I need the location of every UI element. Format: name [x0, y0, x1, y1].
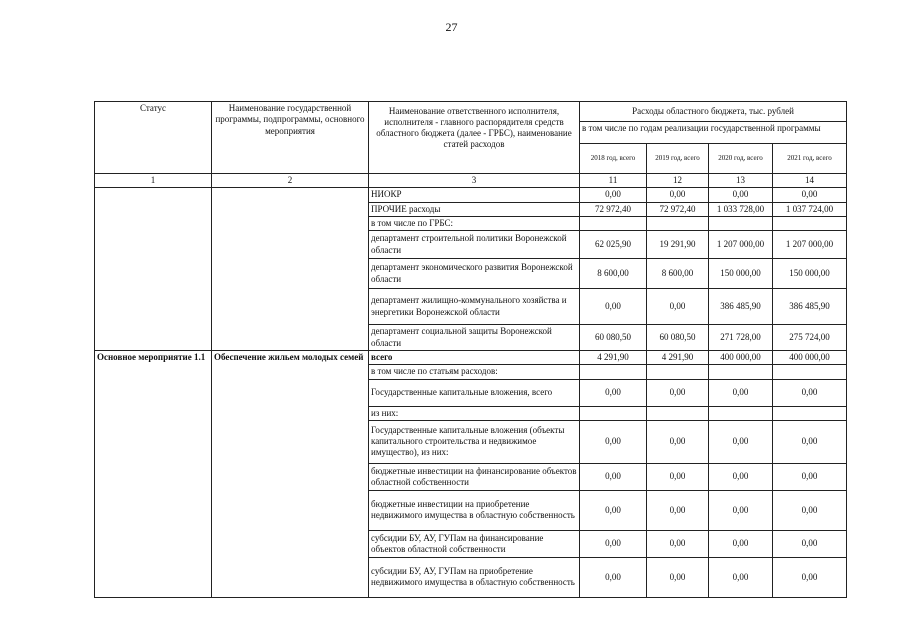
header-program: Наименование государственной программы, подпрограммы, основного мероприятия	[212, 102, 369, 174]
value-cell: 0,00	[773, 530, 847, 557]
value-cell: 60 080,50	[647, 325, 709, 351]
value-cell: 0,00	[580, 420, 647, 463]
value-cell: 150 000,00	[773, 259, 847, 289]
event-name: Обеспечение жильем молодых семей	[212, 351, 369, 598]
value-cell: 0,00	[647, 188, 709, 202]
value-cell: 400 000,00	[709, 351, 773, 365]
value-cell: 0,00	[709, 530, 773, 557]
value-cell: 0,00	[773, 463, 847, 490]
column-number: 14	[773, 174, 847, 188]
header-expenses: Расходы областного бюджета, тыс. рублей	[580, 102, 847, 122]
row-label: департамент строительной политики Воронежской области	[369, 231, 580, 259]
header-year: 2020 год, всего	[709, 144, 773, 174]
value-cell	[647, 406, 709, 420]
row-label: департамент социальной защиты Воронежской области	[369, 325, 580, 351]
row-label: из них:	[369, 406, 580, 420]
value-cell	[647, 216, 709, 230]
value-cell: 0,00	[709, 463, 773, 490]
budget-table	[94, 101, 847, 598]
row-label: НИОКР	[369, 188, 580, 202]
value-cell: 0,00	[647, 530, 709, 557]
value-cell: 386 485,90	[709, 289, 773, 325]
value-cell: 1 207 000,00	[773, 231, 847, 259]
row-label: Государственные капитальные вложения, всего	[369, 379, 580, 406]
value-cell: 0,00	[580, 557, 647, 597]
column-number: 3	[369, 174, 580, 188]
value-cell	[709, 406, 773, 420]
value-cell: 150 000,00	[709, 259, 773, 289]
value-cell: 0,00	[647, 490, 709, 530]
value-cell: 0,00	[580, 463, 647, 490]
column-number: 13	[709, 174, 773, 188]
page-number: 27	[445, 20, 458, 34]
value-cell: 1 207 000,00	[709, 231, 773, 259]
value-cell: 275 724,00	[773, 325, 847, 351]
value-cell	[580, 365, 647, 379]
column-numbers-row	[95, 174, 847, 188]
value-cell: 0,00	[580, 289, 647, 325]
value-cell	[709, 216, 773, 230]
value-cell: 271 728,00	[709, 325, 773, 351]
value-cell: 0,00	[709, 420, 773, 463]
row-label: субсидии БУ, АУ, ГУПам на приобретение недвижимого имущества в областную собственность	[369, 557, 580, 597]
status-cell	[95, 188, 212, 351]
value-cell	[773, 216, 847, 230]
value-cell: 0,00	[773, 490, 847, 530]
value-cell: 0,00	[580, 490, 647, 530]
value-cell: 0,00	[709, 557, 773, 597]
value-cell: 62 025,90	[580, 231, 647, 259]
value-cell: 8 600,00	[580, 259, 647, 289]
value-cell: 0,00	[580, 530, 647, 557]
header-year: 2019 год, всего	[647, 144, 709, 174]
table-row	[95, 351, 847, 365]
value-cell: 4 291,90	[580, 351, 647, 365]
row-label: в том числе по статьям расходов:	[369, 365, 580, 379]
column-number: 12	[647, 174, 709, 188]
value-cell: 0,00	[709, 379, 773, 406]
value-cell: 0,00	[773, 188, 847, 202]
row-label: субсидии БУ, АУ, ГУПам на финансирование объектов областной собственности	[369, 530, 580, 557]
value-cell: 72 972,40	[580, 202, 647, 216]
header-by-years: в том числе по годам реализации государственной программы	[580, 122, 847, 144]
table-body	[95, 102, 847, 598]
value-cell: 0,00	[647, 289, 709, 325]
column-number: 11	[580, 174, 647, 188]
value-cell	[773, 406, 847, 420]
value-cell: 0,00	[647, 379, 709, 406]
value-cell: 0,00	[709, 188, 773, 202]
row-label: в том числе по ГРБС:	[369, 216, 580, 230]
value-cell: 60 080,50	[580, 325, 647, 351]
header-year: 2018 год, всего	[580, 144, 647, 174]
row-label: бюджетные инвестиции на приобретение недвижимого имущества в областную собственность	[369, 490, 580, 530]
column-number: 2	[212, 174, 369, 188]
header-row-1	[95, 102, 847, 122]
value-cell: 0,00	[580, 188, 647, 202]
value-cell	[580, 406, 647, 420]
value-cell: 0,00	[647, 557, 709, 597]
row-label: Государственные капитальные вложения (объекты капитального строительства и недвижимое имущество), из них:	[369, 420, 580, 463]
value-cell: 400 000,00	[773, 351, 847, 365]
value-cell: 1 037 724,00	[773, 202, 847, 216]
header-executor: Наименование ответственного исполнителя, исполнителя - главного распорядителя средств областного бюджета (далее - ГРБС), наименование статей расходов	[369, 102, 580, 174]
value-cell: 0,00	[773, 557, 847, 597]
value-cell: 0,00	[647, 420, 709, 463]
row-label: ПРОЧИЕ расходы	[369, 202, 580, 216]
value-cell: 4 291,90	[647, 351, 709, 365]
program-cell	[212, 188, 369, 351]
event-status: Основное мероприятие 1.1	[95, 351, 212, 598]
header-year: 2021 год, всего	[773, 144, 847, 174]
row-label: бюджетные инвестиции на финансирование объектов областной собственности	[369, 463, 580, 490]
value-cell: 386 485,90	[773, 289, 847, 325]
value-cell	[709, 365, 773, 379]
value-cell: 0,00	[773, 379, 847, 406]
value-cell: 0,00	[773, 420, 847, 463]
value-cell: 8 600,00	[647, 259, 709, 289]
row-label: департамент жилищно-коммунального хозяйства и энергетики Воронежской области	[369, 289, 580, 325]
value-cell: 0,00	[647, 463, 709, 490]
budget-table-wrapper	[94, 101, 846, 598]
value-cell: 0,00	[709, 490, 773, 530]
value-cell: 0,00	[580, 379, 647, 406]
value-cell: 1 033 728,00	[709, 202, 773, 216]
header-status: Статус	[95, 102, 212, 174]
table-row	[95, 188, 847, 202]
row-label: департамент экономического развития Воронежской области	[369, 259, 580, 289]
value-cell: 72 972,40	[647, 202, 709, 216]
value-cell	[647, 365, 709, 379]
row-label: всего	[369, 351, 580, 365]
value-cell	[580, 216, 647, 230]
value-cell	[773, 365, 847, 379]
value-cell: 19 291,90	[647, 231, 709, 259]
column-number: 1	[95, 174, 212, 188]
